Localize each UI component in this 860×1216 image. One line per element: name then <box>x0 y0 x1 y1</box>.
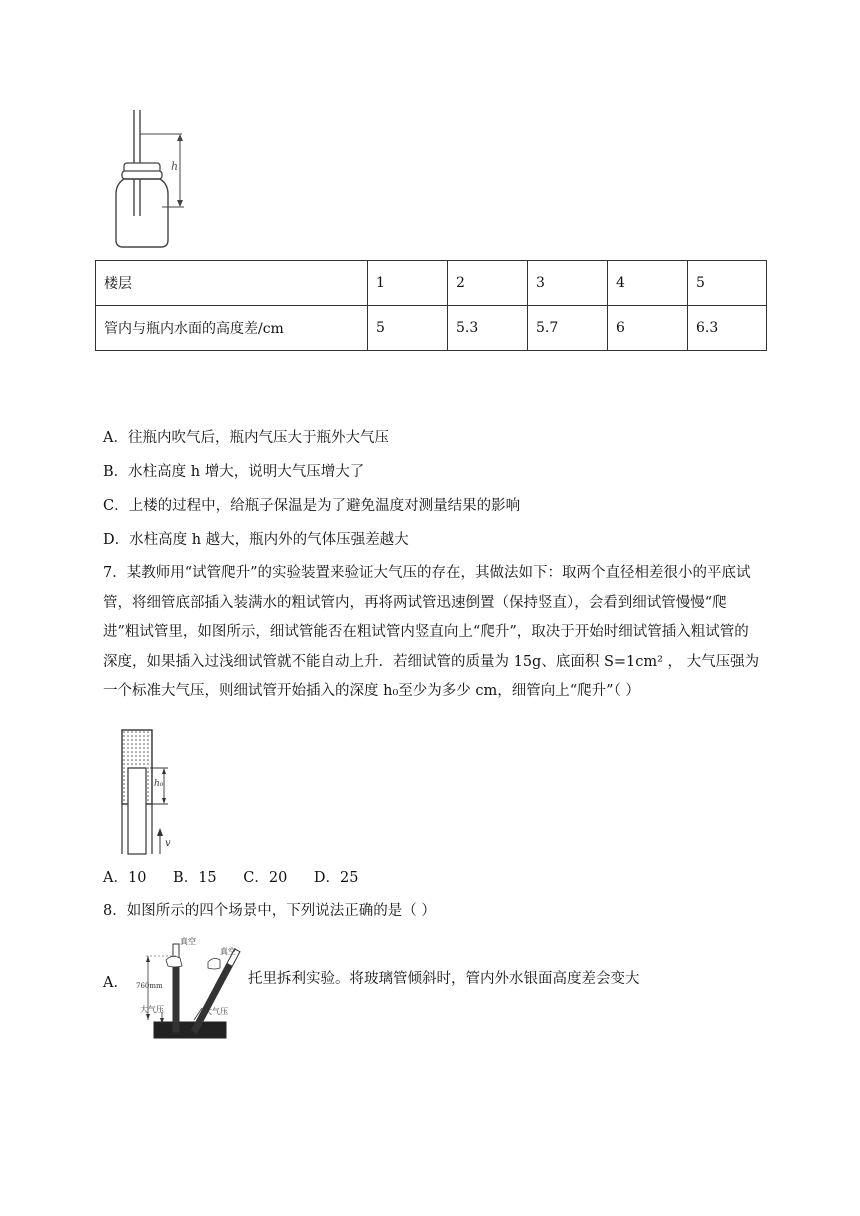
q8-option-a-text: 托里拆利实验。将玻璃管倾斜时，管内外水银面高度差会变大 <box>248 971 640 987</box>
q8-option-a-letter: A． <box>103 975 128 991</box>
table-cell: 4 <box>608 261 688 306</box>
table-header-cell: 楼层 <box>96 261 368 306</box>
bottle-figure <box>110 108 200 253</box>
test-tube-figure <box>118 726 188 856</box>
label-height: 760mm <box>136 982 163 990</box>
table-cell: 1 <box>368 261 448 306</box>
q7-options <box>103 868 381 888</box>
label-vacuum-2: 真空 <box>220 947 236 956</box>
q8-question: 8．如图所示的四个场景中，下列说法正确的是（ ） <box>103 903 436 919</box>
q6-option-a: A．往瓶内吹气后，瓶内气压大于瓶外大气压 <box>103 430 389 446</box>
test-tube-diagram <box>118 726 188 856</box>
table-cell: 5.3 <box>448 306 528 351</box>
q7-option-a: A．10 <box>103 870 147 886</box>
table-cell: 5 <box>368 306 448 351</box>
table-cell: 5.7 <box>528 306 608 351</box>
table-row <box>96 306 767 351</box>
table-header-cell: 管内与瓶内水面的高度差/cm <box>96 306 368 351</box>
q7-option-d: D．25 <box>313 870 359 886</box>
q7-option-c: C．20 <box>243 870 288 886</box>
q6-option-c: C．上楼的过程中，给瓶子保温是为了避免温度对测量结果的影响 <box>103 498 521 514</box>
table-row <box>96 261 767 306</box>
floor-height-table <box>95 260 767 351</box>
table-cell: 6 <box>608 306 688 351</box>
q7-option-b: B．15 <box>173 870 217 886</box>
table-cell: 3 <box>528 261 608 306</box>
label-atm-1: 大气压 <box>140 1005 164 1014</box>
table-cell: 5 <box>688 261 767 306</box>
label-atm-2: 大气压 <box>204 1007 228 1016</box>
label-vacuum-1: 真空 <box>180 937 196 946</box>
table-cell: 6.3 <box>688 306 767 351</box>
label-h: h <box>171 160 179 173</box>
q7-question: 7．某教师用“试管爬升”的实验装置来验证大气压的存在，其做法如下：取两个直径相差很小的平底试管，将细管底部插入装满水的粗试管内，再将两试管迅速倒置（保持竖直），会看到细试管慢慢“爬进”粗试管里，如图所示，细试管能否在粗试管内竖直向上“爬升”，取决于开始时细试管插入粗试管的深度，如果插入过浅细试管就不能自动上升．若细试管的质量为 15g、底面积 S=1cm² ， 大气压强为一个标准大气压，则细试管开始插入的深度 h₀至少为多少 cm，细管向上“爬升”（ ） <box>103 565 760 699</box>
q6-option-b: B．水柱高度 h 增大，说明大气压增大了 <box>103 464 365 480</box>
bottle-diagram <box>110 108 200 253</box>
label-v: v <box>165 838 171 849</box>
label-h0: h₀ <box>154 779 164 789</box>
table-cell: 2 <box>448 261 528 306</box>
torricelli-figure <box>136 936 246 1040</box>
q6-option-d: D．水柱高度 h 越大，瓶内外的气体压强差越大 <box>103 532 409 548</box>
